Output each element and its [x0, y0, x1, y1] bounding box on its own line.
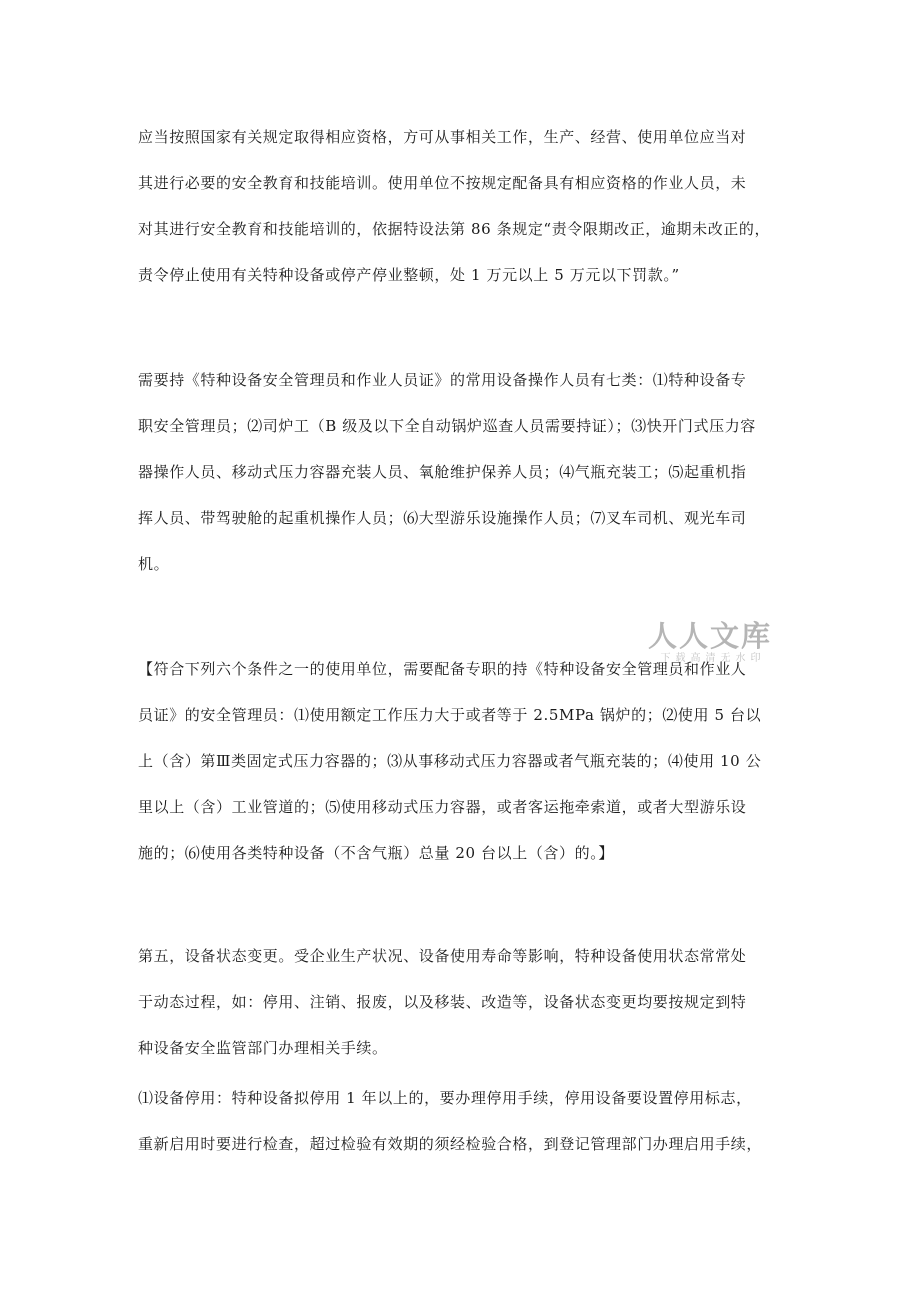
paragraph-line: 责令停止使用有关特种设备或停产停业整顿，处 1 万元以上 5 万元以下罚款。”	[138, 266, 680, 284]
paragraph-line: ⑴设备停用：特种设备拟停用 1 年以上的，要办理停用手续，停用设备要设置停用标志，	[138, 1089, 752, 1107]
paragraph-line: 机。	[138, 555, 170, 573]
paragraph-line: 里以上（含）工业管道的；⑸使用移动式压力容器，或者客运拖牵索道，或者大型游乐设	[138, 798, 747, 816]
paragraph-line: 重新启用时要进行检查，超过检验有效期的须经检验合格，到登记管理部门办理启用手续，	[138, 1135, 763, 1153]
paragraph-line: 上（含）第Ⅲ类固定式压力容器的；⑶从事移动式压力容器或者气瓶充装的；⑷使用 10 公	[138, 752, 762, 770]
paragraph-line: 施的；⑹使用各类特种设备（不含气瓶）总量 20 台以上（含）的。】	[138, 844, 614, 862]
paragraph-line: 第五，设备状态变更。受企业生产状况、设备使用寿命等影响，特种设备使用状态常常处	[138, 947, 747, 965]
paragraph-line: 器操作人员、移动式压力容器充装人员、氧舱维护保养人员；⑷气瓶充装工；⑸起重机指	[138, 463, 747, 481]
paragraph-line: 挥人员、带驾驶舱的起重机操作人员；⑹大型游乐设施操作人员；⑺叉车司机、观光车司	[138, 509, 747, 527]
paragraph-line: 需要持《特种设备安全管理员和作业人员证》的常用设备操作人员有七类：⑴特种设备专	[138, 371, 747, 389]
paragraph-line: 员证》的安全管理员：⑴使用额定工作压力大于或者等于 2.5MPa 锅炉的；⑵使用 5 台以	[138, 706, 762, 724]
paragraph-line: 于动态过程，如：停用、注销、报废，以及移装、改造等，设备状态变更均要按规定到特	[138, 993, 747, 1011]
paragraph-line: 【符合下列六个条件之一的使用单位，需要配备专职的持《特种设备安全管理员和作业人	[138, 660, 747, 678]
watermark-subtitle: 下载高清无水印	[660, 653, 766, 664]
paragraph-line: 种设备安全监管部门办理相关手续。	[138, 1039, 388, 1057]
paragraph-line: 对其进行安全教育和技能培训的，依据特设法第 86 条规定“责令限期改正，逾期未改正的，	[138, 220, 771, 238]
paragraph-line: 应当按照国家有关规定取得相应资格，方可从事相关工作，生产、经营、使用单位应当对	[138, 128, 747, 146]
watermark-title: 人人文库	[647, 619, 772, 653]
paragraph-line: 职安全管理员；⑵司炉工（B 级及以下全自动锅炉巡查人员需要持证）；⑶快开门式压力容	[138, 417, 756, 435]
paragraph-line: 其进行必要的安全教育和技能培训。使用单位不按规定配备具有相应资格的作业人员，未	[138, 174, 747, 192]
